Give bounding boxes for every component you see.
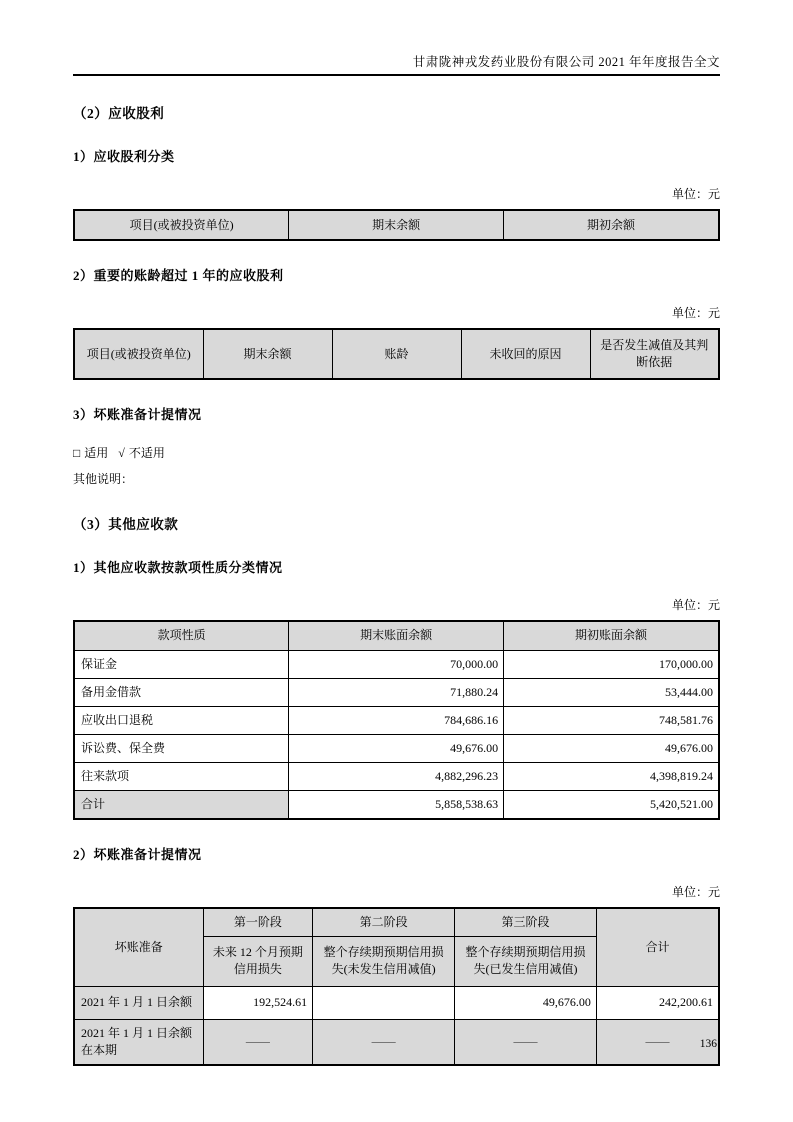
- other-note-label: 其他说明：: [73, 472, 134, 486]
- col-header-stage2: 第二阶段: [313, 908, 455, 937]
- cell-ending-balance: 70,000.00: [289, 650, 504, 678]
- page-number: 136: [699, 1038, 717, 1050]
- col-header-stage1-description: 未来 12 个月预期信用损失: [203, 936, 313, 986]
- table-total-row: [74, 790, 719, 819]
- cell-beginning-balance: 4,398,819.24: [504, 762, 719, 790]
- col-header-beginning-balance: 期初余额: [504, 210, 719, 240]
- table-row-opening-balance-in-period: [74, 1019, 719, 1065]
- col-header-stage2-description: 整个存续期预期信用损失(未发生信用减值): [313, 936, 455, 986]
- col-header-impairment-judgement: 是否发生减值及其判断依据: [590, 329, 719, 379]
- row-label: 2021 年 1 月 1 日余额: [74, 986, 203, 1019]
- row-label: 诉讼费、保全费: [74, 734, 289, 762]
- cell-stage3-dash: ——: [455, 1019, 597, 1065]
- applicability-line: [73, 444, 720, 461]
- section-title-other-receivables: （3）其他应收款: [73, 517, 179, 532]
- row-label: 应收出口退税: [74, 706, 289, 734]
- cell-beginning-balance: 748,581.76: [504, 706, 719, 734]
- col-header-nature: 款项性质: [74, 621, 289, 650]
- dividends-classification-table: [73, 209, 720, 241]
- subsection-title-other-receivables-nature: 1）其他应收款按款项性质分类情况: [73, 560, 283, 575]
- cell-beginning-balance: 53,444.00: [504, 678, 719, 706]
- table-row: [74, 650, 719, 678]
- other-receivables-nature-table: [73, 620, 720, 820]
- cell-total-value: 242,200.61: [596, 986, 719, 1019]
- col-header-stage3-description: 整个存续期预期信用损失(已发生信用减值): [455, 936, 597, 986]
- subsection-title-overdue-dividends: 2）重要的账龄超过 1 年的应收股利: [73, 268, 284, 283]
- not-applicable-label: 不适用: [128, 446, 165, 460]
- cell-beginning-balance-total: 5,420,521.00: [504, 790, 719, 819]
- table-row: [74, 678, 719, 706]
- cell-beginning-balance: 170,000.00: [504, 650, 719, 678]
- applicable-label: 适用: [84, 446, 109, 460]
- col-header-ending-balance: 期末余额: [289, 210, 504, 240]
- unit-label: 单位：元: [671, 187, 720, 201]
- unit-label: 单位：元: [671, 598, 720, 612]
- cell-stage2-value: [313, 986, 455, 1019]
- cell-ending-balance: 4,882,296.23: [289, 762, 504, 790]
- cell-ending-balance: 784,686.16: [289, 706, 504, 734]
- row-label: 往来款项: [74, 762, 289, 790]
- cell-stage2-dash: ——: [313, 1019, 455, 1065]
- col-header-stage3: 第三阶段: [455, 908, 597, 937]
- table-header-row-stages: [74, 908, 719, 937]
- table-header-row: [74, 621, 719, 650]
- col-header-project: 项目(或被投资单位): [74, 210, 289, 240]
- col-header-stage1: 第一阶段: [203, 908, 313, 937]
- cell-total-dash: ——: [596, 1019, 719, 1065]
- col-header-aging: 账龄: [332, 329, 461, 379]
- section-title-dividends-receivable: （2）应收股利: [73, 106, 165, 121]
- subsection-title-dividends-classification: 1）应收股利分类: [73, 149, 175, 164]
- total-row-label: 合计: [74, 790, 289, 819]
- table-header-row: [74, 210, 719, 240]
- checkbox-unchecked-icon: □: [73, 446, 81, 460]
- table-row: [74, 762, 719, 790]
- col-header-ending-book-balance: 期末账面余额: [289, 621, 504, 650]
- check-mark-icon: √: [118, 446, 125, 460]
- cell-stage1-value: 192,524.61: [203, 986, 313, 1019]
- cell-ending-balance: 71,880.24: [289, 678, 504, 706]
- col-header-ending-balance: 期末余额: [203, 329, 332, 379]
- row-label: 备用金借款: [74, 678, 289, 706]
- overdue-dividends-table: [73, 328, 720, 380]
- col-header-uncollected-reason: 未收回的原因: [461, 329, 590, 379]
- unit-label: 单位：元: [671, 884, 720, 899]
- table-row: [74, 706, 719, 734]
- table-header-row: [74, 329, 719, 379]
- unit-label: 单位：元: [671, 306, 720, 320]
- cell-ending-balance-total: 5,858,538.63: [289, 790, 504, 819]
- bad-debt-provision-table: [73, 907, 720, 1066]
- cell-stage1-dash: ——: [203, 1019, 313, 1065]
- cell-stage3-value: 49,676.00: [455, 986, 597, 1019]
- table-row: [74, 734, 719, 762]
- col-header-beginning-book-balance: 期初账面余额: [504, 621, 719, 650]
- row-label: 保证金: [74, 650, 289, 678]
- row-label: 2021 年 1 月 1 日余额在本期: [74, 1019, 203, 1065]
- col-header-project: 项目(或被投资单位): [74, 329, 203, 379]
- cell-ending-balance: 49,676.00: [289, 734, 504, 762]
- page-content: [73, 102, 720, 1066]
- document-header-title: 甘肃陇神戎发药业股份有限公司 2021 年年度报告全文: [73, 0, 720, 76]
- cell-beginning-balance: 49,676.00: [504, 734, 719, 762]
- corner-header-bad-debt-provision: 坏账准备: [74, 908, 203, 987]
- subsection-title-bad-debt-provision: 3）坏账准备计提情况: [73, 407, 202, 422]
- subsection-title-bad-debt-provision-2: 2）坏账准备计提情况: [73, 846, 202, 862]
- table-row-opening-balance: [74, 986, 719, 1019]
- col-header-total: 合计: [596, 908, 719, 987]
